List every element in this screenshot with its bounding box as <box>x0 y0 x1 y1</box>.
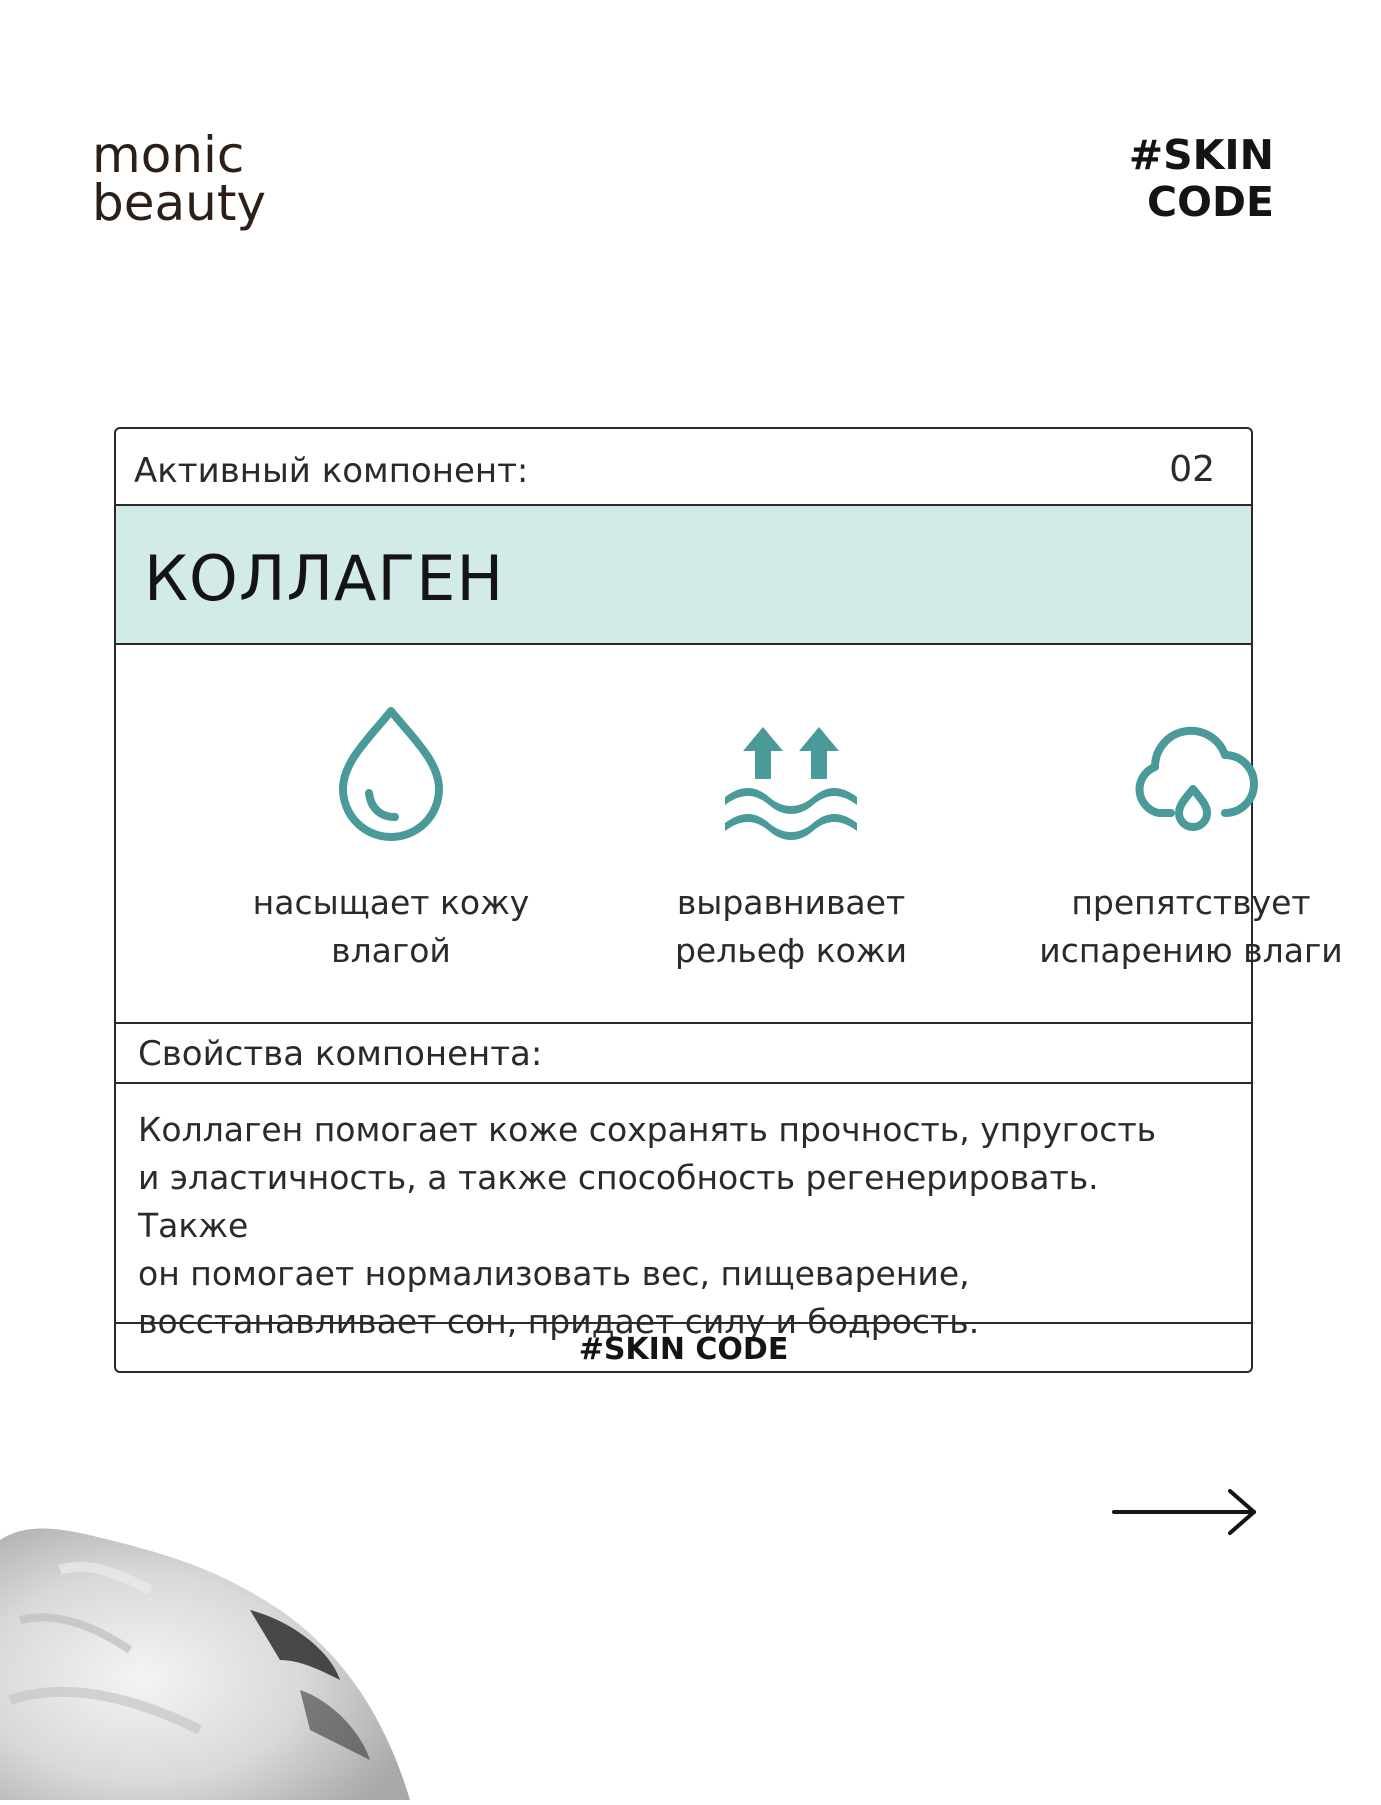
monic-beauty-logo <box>92 128 292 238</box>
skin-code-line1: #SKIN <box>1128 131 1274 179</box>
brand-logo <box>92 128 292 238</box>
logo-line2: beauty <box>92 174 267 232</box>
feature-moisturizes <box>201 645 581 1022</box>
feature-line1: насыщает кожу <box>252 883 530 922</box>
next-arrow-icon[interactable] <box>1110 1487 1260 1537</box>
description-line: Коллаген помогает коже сохранять прочность, упругость <box>138 1110 1157 1149</box>
feature-text <box>601 879 981 975</box>
active-component-label: Активный компонент: <box>134 451 529 491</box>
card-footer-row <box>116 1324 1251 1373</box>
description-line: и эластичность, а также способность регенерировать. Также <box>138 1158 1099 1245</box>
skin-code-tag <box>1129 132 1274 226</box>
features-row <box>116 645 1343 1024</box>
cloud-drop-icon <box>1121 701 1261 841</box>
feature-line2: рельеф кожи <box>674 931 908 970</box>
description-line: восстанавливает сон, придает силу и бодрость. <box>138 1302 980 1341</box>
water-drop-icon <box>321 701 461 841</box>
description-row <box>116 1084 1251 1341</box>
feature-line1: выравнивает <box>676 883 906 922</box>
component-description <box>138 1106 1218 1346</box>
properties-label: Свойства компонента: <box>138 1034 543 1074</box>
waves-arrows-up-icon <box>721 701 861 841</box>
feature-text <box>1001 879 1381 975</box>
cream-texture-image <box>0 1500 460 1800</box>
skin-code-line2: CODE <box>1147 178 1274 226</box>
card-number: 02 <box>1169 449 1215 490</box>
feature-prevents-evaporation <box>1001 645 1381 1022</box>
description-line: он помогает нормализовать вес, пищеварение, <box>138 1254 970 1293</box>
logo-line1: monic <box>92 126 245 184</box>
feature-line1: препятствует <box>1071 883 1311 922</box>
feature-line2: влагой <box>331 931 451 970</box>
feature-evens-texture <box>601 645 981 1022</box>
component-card <box>114 427 1343 1373</box>
footer-tag: #SKIN CODE <box>578 1332 789 1367</box>
feature-line2: испарению влаги <box>1039 931 1343 970</box>
properties-header-row <box>116 1024 1251 1084</box>
card-header-row <box>116 429 1251 506</box>
component-title-band <box>116 506 1251 645</box>
component-name: КОЛЛАГЕН <box>144 542 505 615</box>
feature-text <box>201 879 581 975</box>
